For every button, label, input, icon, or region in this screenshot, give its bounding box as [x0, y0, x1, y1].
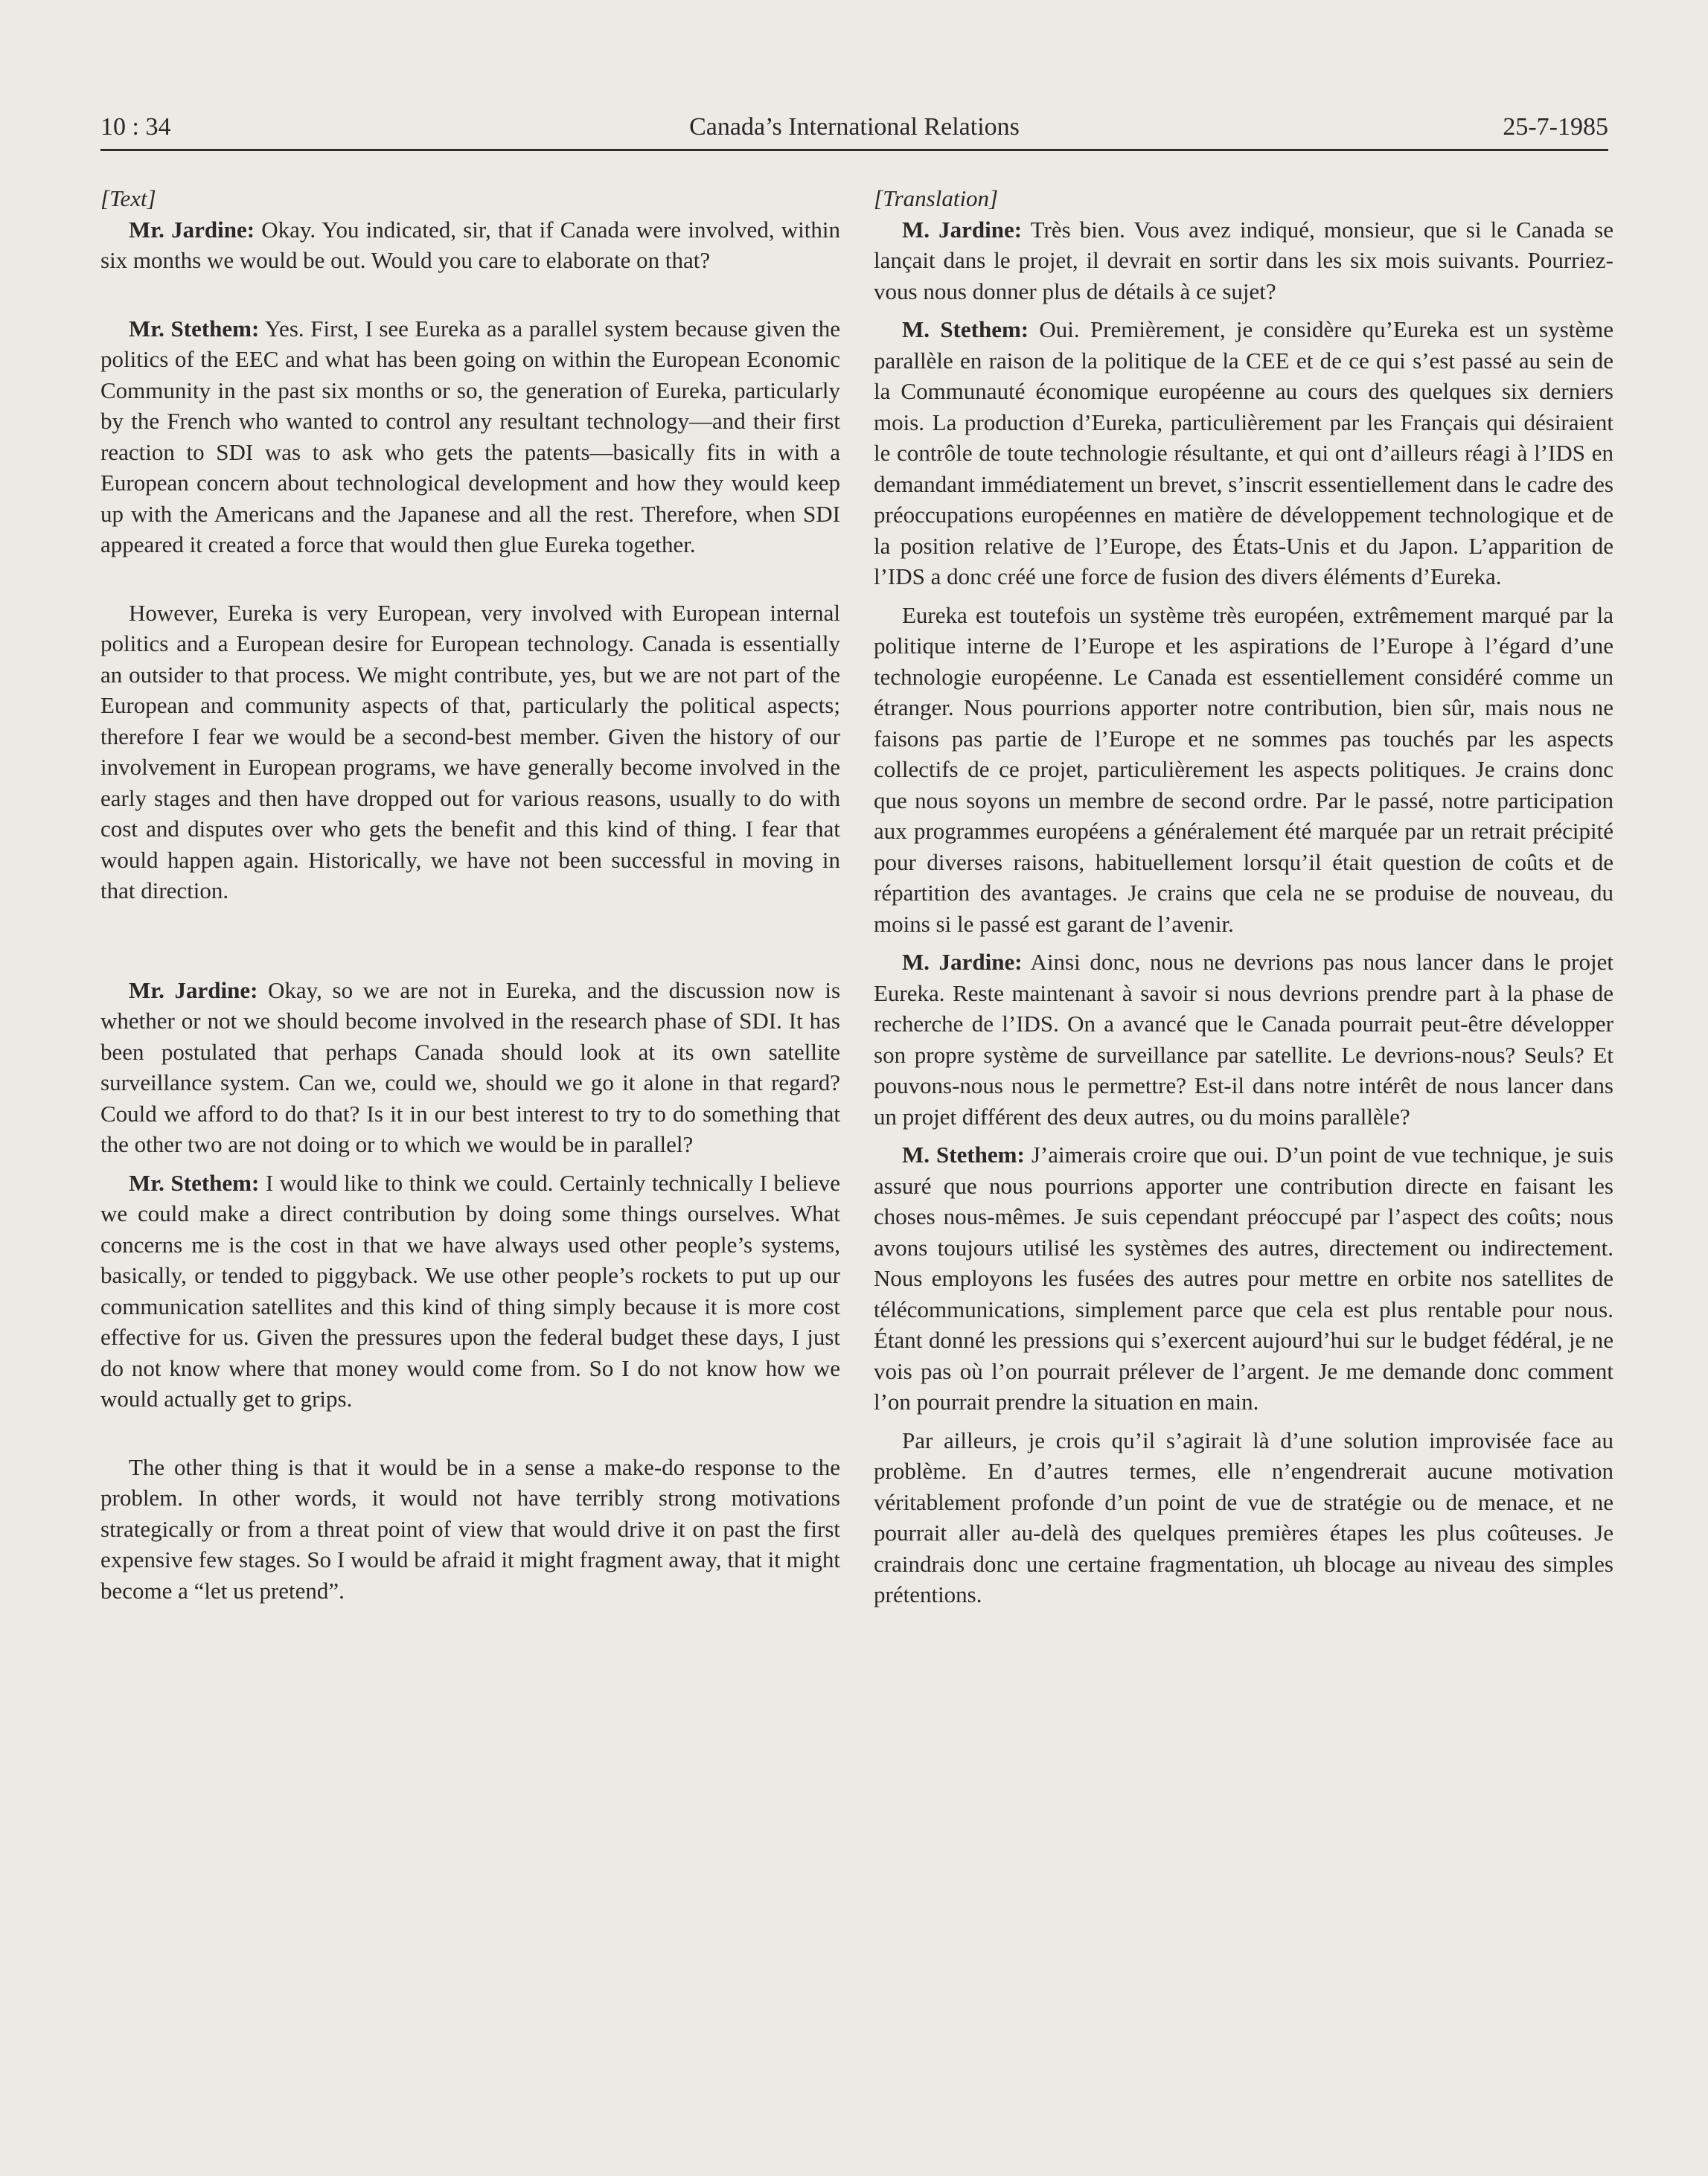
speaker-label: Mr. Stethem: — [129, 315, 260, 342]
paragraph-text: Très bien. Vous avez indiqué, monsieur, que si le Canada se lançait dans le projet, il devrait en sortir dans les six mois suivants. Pourriez-vous nous donner plus de détails à ce sujet? — [874, 216, 1613, 304]
speaker-label: Mr. Jardine: — [129, 216, 255, 243]
paragraph-text: J’aimerais croire que oui. D’un point de vue technique, je suis assuré que nous pourrions apporter une contribution directe en faisant les choses nous-mêmes. Je suis cependant préoccupé par l’aspect des coûts; nous avons toujours utilisé les systèmes des autres, directement ou indirectement. Nous employons les fusées des autres pour mettre en orbite nos satellites de télécommunications, simplement parce que cela est plus rentable pour nous. Étant donné les pressions qui s’exercent aujourd’hui sur le budget fédéral, je ne vois pas où l’on pourrait prélever de l’argent. Je me demande donc comment l’on pourrait prendre la situation en main. — [874, 1142, 1613, 1415]
paragraph-text: Ainsi donc, nous ne devrions pas nous lancer dans le projet Eureka. Reste maintenant à savoir si nous devrions prendre part à la phase de recherche de l’IDS. On a avancé que le Canada pourrait peut-être développer son propre système de surveillance par satellite. Le devrions-nous? Seuls? Et pouvons-nous nous le permettre? Est-il dans notre intérêt de nous lancer dans un projet différent des deux autres, ou du moins parallèle? — [874, 949, 1613, 1130]
paragraph-text: However, Eureka is very European, very involved with European internal politics and a European desire for European technology. Canada is essentially an outsider to that process. We might contribute, yes, but we are not part of the European and community aspects of that, particularly the political aspects; therefore I fear we would be a second-best member. Given the history of our involvement in European programs, we have generally become involved in the early stages and then have dropped out for various reasons, usually to do with cost and disputes over who gets the benefit and this kind of thing. I fear that would happen again. Historically, we have not been successful in moving in that direction. — [100, 599, 840, 903]
paragraph-stethem-2-fr — [874, 600, 1613, 940]
paragraph-stethem-4 — [100, 1452, 840, 1607]
paragraph-jardine-1-fr — [874, 214, 1613, 307]
paragraph-jardine-2-fr — [874, 947, 1613, 1132]
page-number: 10 : 34 — [100, 113, 171, 141]
paragraph-text: I would like to think we could. Certainly technically I believe we could make a direct contribution by doing some things ourselves. What concerns me is the cost in that we have always used other people’s systems, basically, or tended to piggyback. We use other people’s rockets to put up our communication satellites and this kind of thing simply because it is more cost effective for us. Given the pressures upon the federal budget these days, I just do not know where that money would come from. So I do not know how we would actually get to grips. — [100, 1169, 841, 1412]
speaker-label: Mr. Stethem: — [129, 1169, 260, 1196]
paragraph-jardine-2 — [100, 975, 840, 1160]
paragraph-text: Yes. First, I see Eureka as a parallel system because given the politics of the EEC and what has been going on within the European Economic Community in the past six months or so, the generation of Eureka, particularly by the French who wanted to control any resultant technology—and their first reaction to SDI was to ask who gets the patents—basically fits in with a European concern about technological development and how they would keep up with the Americans and the Japanese and all the rest. Therefore, when SDI appeared it created a force that would then glue Eureka together. — [100, 315, 840, 557]
paragraph-text: Oui. Premièrement, je considère qu’Eureka est un système parallèle en raison de la politique de la CEE et de ce qui s’est passé au sein de la Communauté économique européenne au cours des quelques six derniers mois. La production d’Eureka, particulièrement par les Français qui désiraient le contrôle de toute technologie résultante, et qui ont d’ailleurs réagi à l’IDS en demandant immédiatement un brevet, s’inscrit essentiellement dans le cadre des préoccupations européennes en matière de développement technologique et de la position relative de l’Europe, des États-Unis et du Japon. L’apparition de l’IDS a donc créé une force de fusion des divers éléments d’Eureka. — [874, 316, 1613, 589]
paragraph-text: Par ailleurs, je crois qu’il s’agirait là d’une solution improvisée face au problème. En d’autres termes, elle n’engendrerait aucune motivation véritablement profonde d’un point de vue de stratégie ou de menace, et ne pourrait aller au-delà des quelques premières étapes les plus coûteuses. Je craindrais donc une certaine fragmentation, uh blocage au niveau des simples prétentions. — [874, 1427, 1613, 1607]
page-header — [100, 109, 1608, 146]
speaker-label: M. Jardine: — [902, 949, 1023, 975]
french-column — [874, 183, 1613, 1610]
paragraph-text: Eureka est toutefois un système très européen, extrêmement marqué par la politique interne de l’Europe et les aspirations de l’Europe à l’égard d’une technologie européenne. Le Canada est essentiellement considéré comme un étranger. Nous pourrions apporter notre contribution, bien sûr, mais nous ne faisons pas partie de l’Europe et ne sommes pas touchés par les aspects collectifs de ce projet, particulièrement les aspects politiques. Je crains donc que nous soyons un membre de second ordre. Par le passé, notre participation aux programmes européens a généralement été marquée par un retrait précipité pour diverses raisons, habituellement lorsqu’il était question de coûts et de répartition des avantages. Je crains que cela ne se produise de nouveau, du moins si le passé est garant de l’avenir. — [874, 601, 1613, 937]
paragraph-text: Okay, so we are not in Eureka, and the discussion now is whether or not we should become involved in the research phase of SDI. It has been postulated that perhaps Canada should look at its own satellite surveillance system. Can we, could we, should we go it alone in that regard? Could we afford to do that? Is it in our best interest to try to do something that the other two are not doing or to which we would be in parallel? — [100, 976, 841, 1157]
paragraph-stethem-1-fr — [874, 314, 1613, 592]
text-tag: [Text] — [100, 185, 156, 211]
speaker-label: M. Jardine: — [902, 216, 1023, 243]
paragraph-stethem-4-fr — [874, 1425, 1613, 1610]
speaker-label: M. Stethem: — [902, 316, 1029, 342]
speaker-label: M. Stethem: — [902, 1142, 1025, 1168]
translation-tag: [Translation] — [874, 185, 999, 211]
paragraph-stethem-3 — [100, 1168, 840, 1415]
header-rule — [100, 149, 1608, 151]
paragraph-stethem-3-fr — [874, 1139, 1613, 1418]
paragraph-text: Okay. You indicated, sir, that if Canada were involved, within six months we would be out. Would you care to elaborate on that? — [100, 216, 840, 273]
speaker-label: Mr. Jardine: — [129, 976, 258, 1003]
header-date: 25-7-1985 — [1503, 113, 1608, 141]
paragraph-text: The other thing is that it would be in a sense a make-do response to the problem. In other words, it would not have terribly strong motivations strategically or from a threat point of view that would drive it on past the first expensive few stages. So I would be afraid it might fragment away, that it might become a “let us pretend”. — [100, 1453, 840, 1604]
paragraph-stethem-2 — [100, 598, 840, 906]
paragraph-jardine-1 — [100, 214, 840, 276]
paragraph-stethem-1 — [100, 313, 840, 560]
running-title: Canada’s International Relations — [689, 113, 1020, 141]
english-column — [100, 183, 840, 1606]
